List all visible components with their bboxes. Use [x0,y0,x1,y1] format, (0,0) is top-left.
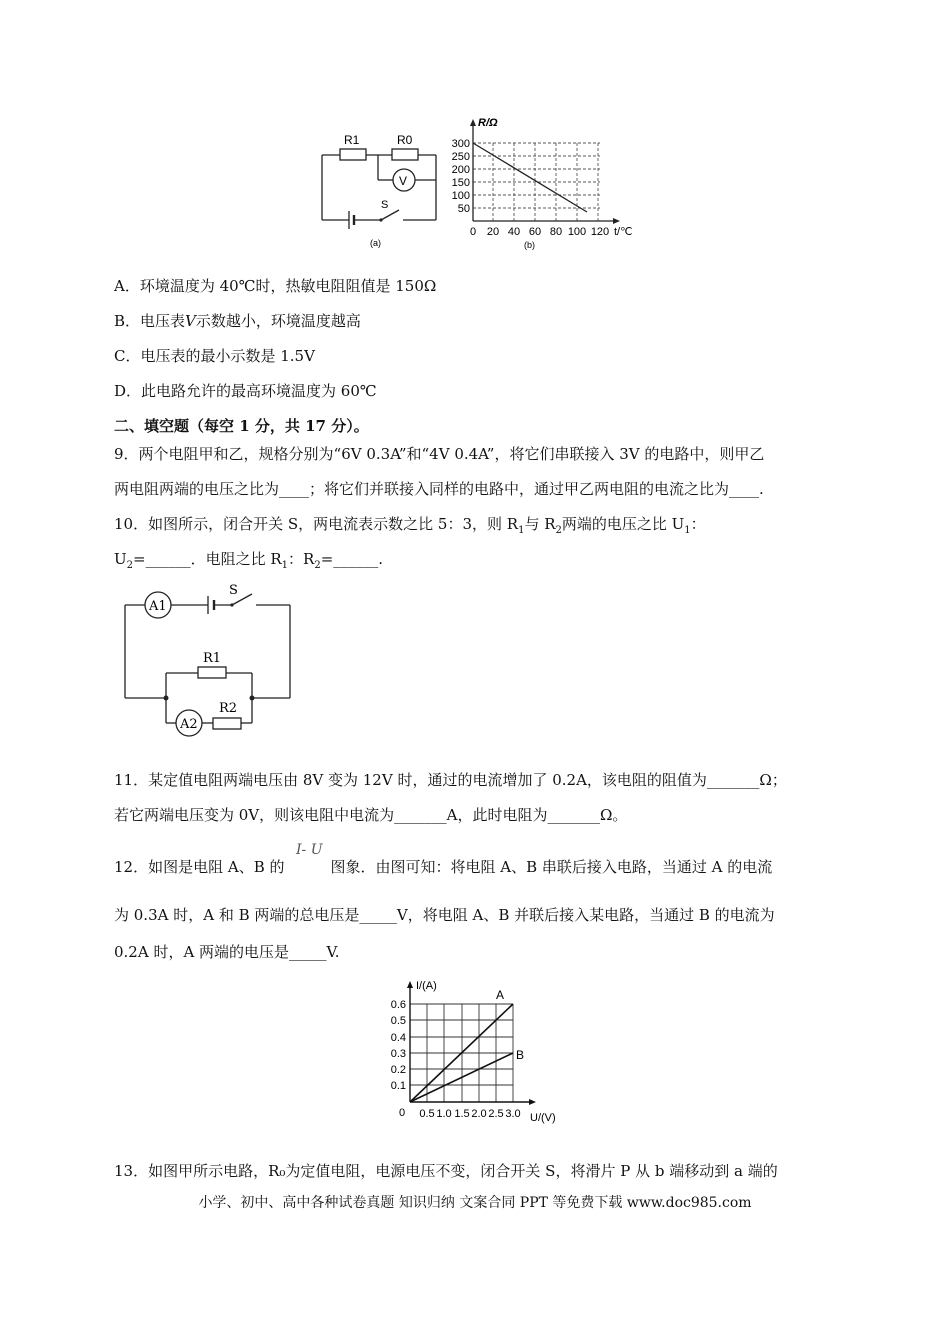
line-a-label: A [496,988,505,1002]
xtick-2.0: 2.0 [471,1108,487,1120]
option-b [114,311,361,331]
chart-ylabel: I/(A) [416,980,437,992]
q10-text-h: =______. [320,550,384,568]
q10-text-f: =______．电阻之比 R [133,550,282,568]
q10-text-g: ：R [288,550,315,568]
q10-text-b: 与 R [524,515,556,533]
iu-chart [366,976,566,1130]
r1-label: R1 [344,133,360,147]
line-b [410,1053,513,1102]
q12-line2: 为 0.3A 时，A 和 B 两端的总电压是_____V，将电阻 A、B 并联后接入某电路，当通过 B 的电流为 [114,906,775,924]
resistor-r1-label: R1 [203,651,222,666]
ytick-0.1: 0.1 [390,1080,406,1092]
q10-circuit [118,582,298,742]
option-a: A．环境温度为 40℃时，热敏电阻阻值是 150Ω [114,277,437,295]
option-d: D．此电路允许的最高环境温度为 60℃ [114,382,377,400]
ytick-0.6: 0.6 [390,999,406,1011]
q9-line1: 9．两个电阻甲和乙，规格分别为“6V 0.3A”和“4V 0.4A”，将它们串联接入 3V 的电路中，则甲乙 [114,445,765,463]
section-2-heading: 二、填空题（每空 1 分，共 17 分）。 [114,417,369,435]
graph-xlabel: t/℃ [614,226,633,238]
q10-text-d: ： [690,515,706,533]
q10-text-e: U [114,550,127,568]
option-b-post: 示数越小，环境温度越高 [195,312,361,330]
switch-s-label: S [229,583,238,598]
q12-line3: 0.2A 时，A 两端的电压是_____V. [114,943,340,961]
figure-b-rt-graph [446,112,640,250]
q10-line1 [114,514,706,541]
q13-line1: 13．如图甲所示电路，R₀为定值电阻，电源电压不变，闭合开关 S，将滑片 P 从 b 端移动到 a 端的 [114,1162,778,1180]
q11-line1: 11．某定值电阻两端电压由 8V 变为 12V 时，通过的电流增加了 0.2A，该电阻的阻值为_______Ω； [114,771,787,789]
voltmeter-label: V [399,174,408,188]
q10-text-c: 两端的电压之比 U [561,515,685,533]
figure-a-circuit [315,128,445,250]
footer-text: 小学、初中、高中各种试卷真题 知识归纳 文案合同 PPT 等免费下载 www.doc985.com [198,1195,752,1211]
q10-sub: 2 [555,525,562,536]
graph-xtick-0: 0 [469,226,477,238]
graph-xtick-100: 100 [567,226,587,238]
q10-line2 [114,549,383,576]
q9-line2: 两电阻两端的电压之比为____；将它们并联接入同样的电路中，通过甲乙两电阻的电流之比为____. [114,480,764,498]
ytick-0.3: 0.3 [390,1048,406,1060]
q10-sub: 1 [684,525,691,536]
q10-sub: 1 [281,560,289,571]
graph-ytick-200: 200 [451,164,470,176]
ytick-0.4: 0.4 [390,1032,406,1044]
graph-ytick-50: 50 [457,203,470,215]
line-b-label: B [516,1048,525,1062]
origin-label: 0 [399,1107,406,1119]
q10-text-a: 10．如图所示，闭合开关 S，两电流表示数之比 5：3，则 R [114,515,519,533]
graph-xtick-20: 20 [486,226,500,238]
switch-label: S [381,199,389,211]
ammeter-a1-label: A1 [149,599,167,614]
q12-text-a: 12．如图是电阻 A、B 的 [114,858,285,876]
graph-ytick-250: 250 [451,151,470,163]
q12-text-b: 图象．由图可知：将电阻 A、B 串联后接入电路，当通过 A 的电流 [330,858,773,876]
resistor-r2-label: R2 [219,701,238,716]
q11-line2: 若它两端电压变为 0V，则该电阻中电流为_______A，此时电阻为_______Ω。 [114,806,628,824]
option-b-v: V [185,312,196,330]
chart-xlabel: U/(V) [530,1112,556,1124]
xtick-2.5: 2.5 [488,1108,504,1120]
graph-xtick-80: 80 [549,226,563,238]
q12-iu-label: I- U [296,842,323,858]
q12-line1 [114,857,772,877]
option-c: C．电压表的最小示数是 1.5V [114,347,315,365]
q10-sub: 2 [314,560,321,571]
caption-b: (b) [524,240,535,250]
q10-sub: 2 [126,560,134,571]
ammeter-a2-label: A2 [180,717,198,732]
r0-label: R0 [397,133,413,147]
graph-xtick-60: 60 [528,226,542,238]
graph-xtick-120: 120 [590,226,610,238]
option-b-pre: B．电压表 [114,312,186,330]
xtick-0.5: 0.5 [419,1108,435,1120]
ytick-0.2: 0.2 [390,1064,406,1076]
caption-a: (a) [370,238,381,248]
xtick-3.0: 3.0 [505,1108,521,1120]
q10-sub: 1 [518,525,525,536]
graph-ytick-150: 150 [451,177,470,189]
graph-ytick-300: 300 [451,138,470,150]
graph-ylabel: R/Ω [478,117,498,129]
graph-ytick-100: 100 [451,190,470,202]
xtick-1.0: 1.0 [436,1108,452,1120]
xtick-1.5: 1.5 [454,1108,470,1120]
ytick-0.5: 0.5 [390,1015,406,1027]
graph-xtick-40: 40 [507,226,521,238]
